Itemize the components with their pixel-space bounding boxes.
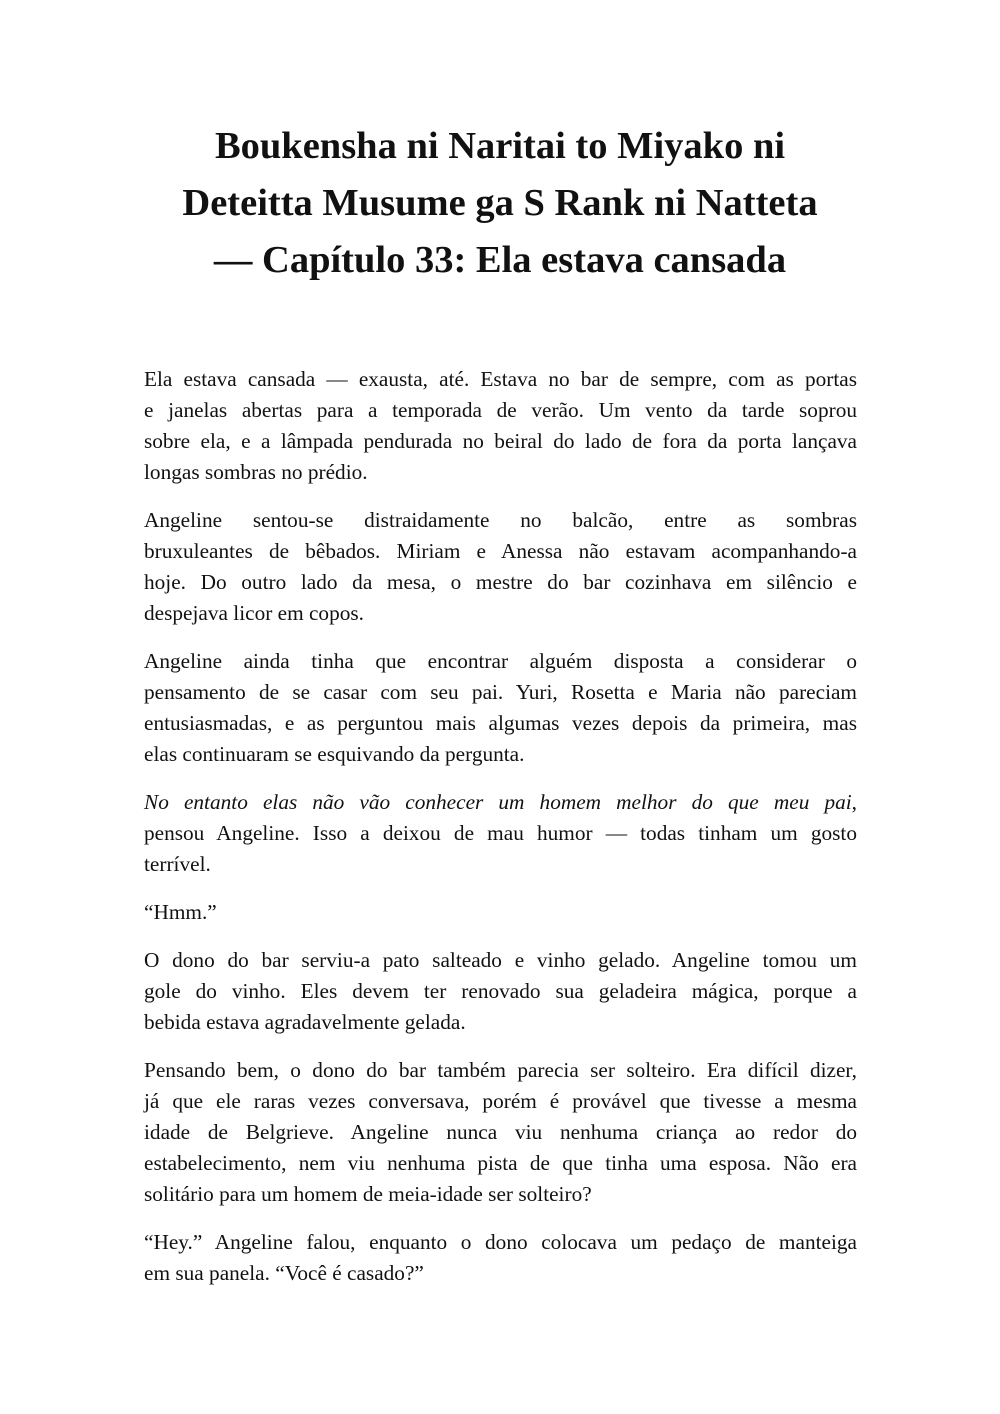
text-line: O dono do bar serviu-a pato salteado e vinho gelado. Angeline tomou um: [144, 948, 857, 972]
paragraph: [144, 1227, 857, 1289]
text-line: terrível.: [144, 852, 211, 876]
chapter-body: [144, 364, 857, 1306]
chapter-title: [100, 118, 900, 289]
text-line: já que ele raras vezes conversava, porém é provável que tivesse a mesma: [144, 1089, 857, 1113]
text-line: bebida estava agradavelmente gelada.: [144, 1010, 466, 1034]
text-line: elas continuaram se esquivando da pergunta.: [144, 742, 525, 766]
text-line: idade de Belgrieve. Angeline nunca viu nenhuma criança ao redor do: [144, 1120, 857, 1144]
text-line: [144, 787, 857, 818]
text-line: estabelecimento, nem viu nenhuma pista de que tinha uma esposa. Não era: [144, 1151, 857, 1175]
text-line: Ela estava cansada — exausta, até. Estava no bar de sempre, com as portas: [144, 367, 857, 391]
text-line: “Hmm.”: [144, 900, 217, 924]
text-line: “Hey.” Angeline falou, enquanto o dono colocava um pedaço de manteiga: [144, 1230, 857, 1254]
italic-thought: No entanto elas não vão conhecer um homem melhor do que meu pai: [144, 790, 852, 814]
text-line: hoje. Do outro lado da mesa, o mestre do bar cozinhava em silêncio e: [144, 570, 857, 594]
text-line: solitário para um homem de meia-idade ser solteiro?: [144, 1182, 592, 1206]
text-line: longas sombras no prédio.: [144, 460, 368, 484]
text-line: Pensando bem, o dono do bar também parecia ser solteiro. Era difícil dizer,: [144, 1058, 857, 1082]
paragraph: [144, 646, 857, 770]
text-line: e janelas abertas para a temporada de verão. Um vento da tarde soprou: [144, 398, 857, 422]
text-line: em sua panela. “Você é casado?”: [144, 1261, 424, 1285]
text-line: pensamento de se casar com seu pai. Yuri, Rosetta e Maria não pareciam: [144, 680, 857, 704]
thought-punctuation: ,: [851, 790, 857, 814]
title-line: Deteitta Musume ga S Rank ni Natteta: [182, 182, 818, 224]
paragraph: [144, 945, 857, 1038]
title-line: — Capítulo 33: Ela estava cansada: [213, 239, 787, 281]
paragraph: [144, 1055, 857, 1210]
text-line: entusiasmadas, e as perguntou mais algumas vezes depois da primeira, mas: [144, 711, 857, 735]
text-line: Angeline ainda tinha que encontrar alguém disposta a considerar o: [144, 649, 857, 673]
text-line: despejava licor em copos.: [144, 601, 364, 625]
text-line: Angeline sentou-se distraidamente no balcão, entre as sombras: [144, 508, 857, 532]
paragraph: [144, 787, 857, 880]
title-line: Boukensha ni Naritai to Miyako ni: [214, 125, 786, 167]
text-line: gole do vinho. Eles devem ter renovado sua geladeira mágica, porque a: [144, 979, 857, 1003]
paragraph: [144, 364, 857, 488]
text-line: pensou Angeline. Isso a deixou de mau humor — todas tinham um gosto: [144, 821, 857, 845]
paragraph: [144, 505, 857, 629]
text-line: bruxuleantes de bêbados. Miriam e Anessa não estavam acompanhando-a: [144, 539, 857, 563]
paragraph: [144, 897, 857, 928]
text-line: sobre ela, e a lâmpada pendurada no beiral do lado de fora da porta lançava: [144, 429, 857, 453]
